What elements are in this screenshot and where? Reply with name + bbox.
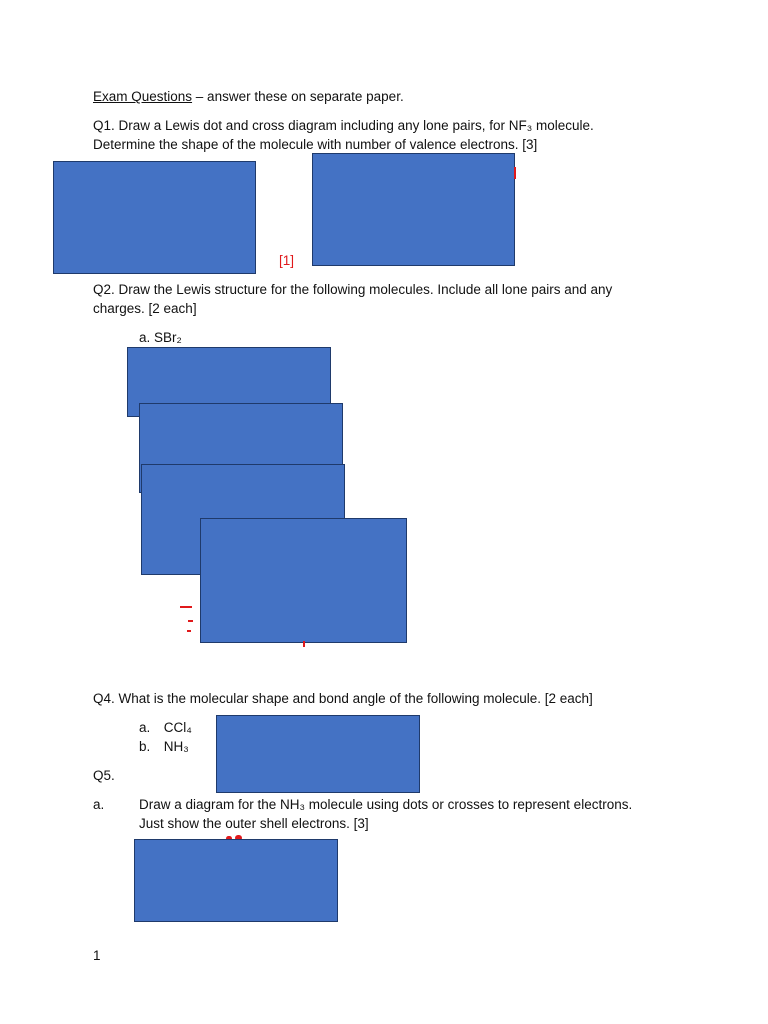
exam-heading-suffix: – answer these on separate paper. bbox=[192, 89, 404, 104]
q1-mark-annotation: [1] bbox=[279, 253, 295, 268]
redaction-box-q5 bbox=[134, 839, 338, 922]
q5-part-a-label: a. bbox=[93, 797, 105, 812]
page-number: 1 bbox=[93, 948, 101, 963]
redaction-box-q1-left bbox=[53, 161, 256, 274]
q4-part-b: b. NH₃ bbox=[139, 739, 189, 754]
red-annotation-stroke bbox=[514, 167, 516, 179]
q4-part-a: a. CCl₄ bbox=[139, 720, 192, 735]
q5-part-a-line1: Draw a diagram for the NH₃ molecule using dots or crosses to represent electrons. bbox=[139, 797, 633, 812]
q5-label: Q5. bbox=[93, 768, 115, 783]
red-annotation-stroke bbox=[187, 630, 191, 632]
exam-heading: Exam Questions bbox=[93, 89, 193, 104]
red-annotation-stroke bbox=[188, 620, 193, 622]
redaction-box-q1-right bbox=[312, 153, 515, 266]
redaction-box-q2-4 bbox=[200, 518, 407, 643]
q1-text-line1: Q1. Draw a Lewis dot and cross diagram including any lone pairs, for NF₃ molecule. bbox=[93, 118, 594, 133]
q1-text-line2: Determine the shape of the molecule with number of valence electrons. [3] bbox=[93, 137, 538, 152]
q2-text-line1: Q2. Draw the Lewis structure for the following molecules. Include all lone pairs and any bbox=[93, 282, 613, 297]
red-annotation-stroke bbox=[303, 641, 305, 647]
q2-part-a: a. SBr₂ bbox=[139, 330, 182, 345]
q4-text: Q4. What is the molecular shape and bond angle of the following molecule. [2 each] bbox=[93, 691, 593, 706]
red-annotation-stroke bbox=[180, 606, 192, 608]
redaction-box-q4 bbox=[216, 715, 420, 793]
q2-text-line2: charges. [2 each] bbox=[93, 301, 197, 316]
q5-part-a-line2: Just show the outer shell electrons. [3] bbox=[139, 816, 369, 831]
exam-heading-line bbox=[93, 88, 404, 106]
